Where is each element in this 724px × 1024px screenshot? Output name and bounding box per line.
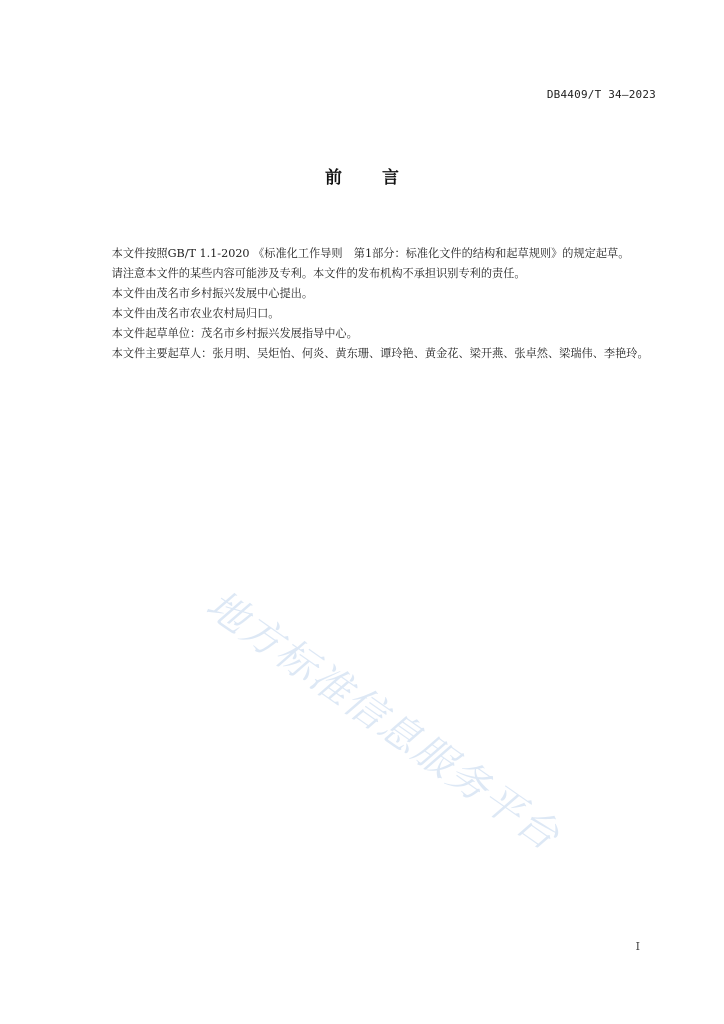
page-number: I (635, 940, 640, 953)
foreword-body (87, 244, 657, 364)
document-code: DB4409/T 34—2023 (546, 88, 656, 101)
paragraph-drafting-unit: 本文件起草单位：茂名市乡村振兴发展指导中心。 (111, 327, 358, 340)
watermark: 地方标准信息服务平台 (197, 581, 569, 861)
page-title (0, 163, 724, 188)
title-char-2: 言 (382, 168, 399, 188)
paragraph-centralized-by: 本文件由茂名市农业农村局归口。 (111, 307, 280, 320)
paragraph-proposed-by: 本文件由茂名市乡村振兴发展中心提出。 (111, 287, 314, 300)
paragraph-drafters: 本文件主要起草人：张月明、吴炬怡、何炎、黄东珊、谭玲艳、黄金花、梁开燕、张卓然、梁瑞伟、李艳玲。 (111, 347, 649, 360)
paragraph-patent-notice: 请注意本文件的某些内容可能涉及专利。本文件的发布机构不承担识别专利的责任。 (111, 267, 526, 280)
title-char-1: 前 (325, 168, 342, 188)
paragraph-drafting-basis: 本文件按照GB/T 1.1-2020 《标准化工作导则 第1部分：标准化文件的结构和起草规则》的规定起草。 (111, 247, 630, 260)
